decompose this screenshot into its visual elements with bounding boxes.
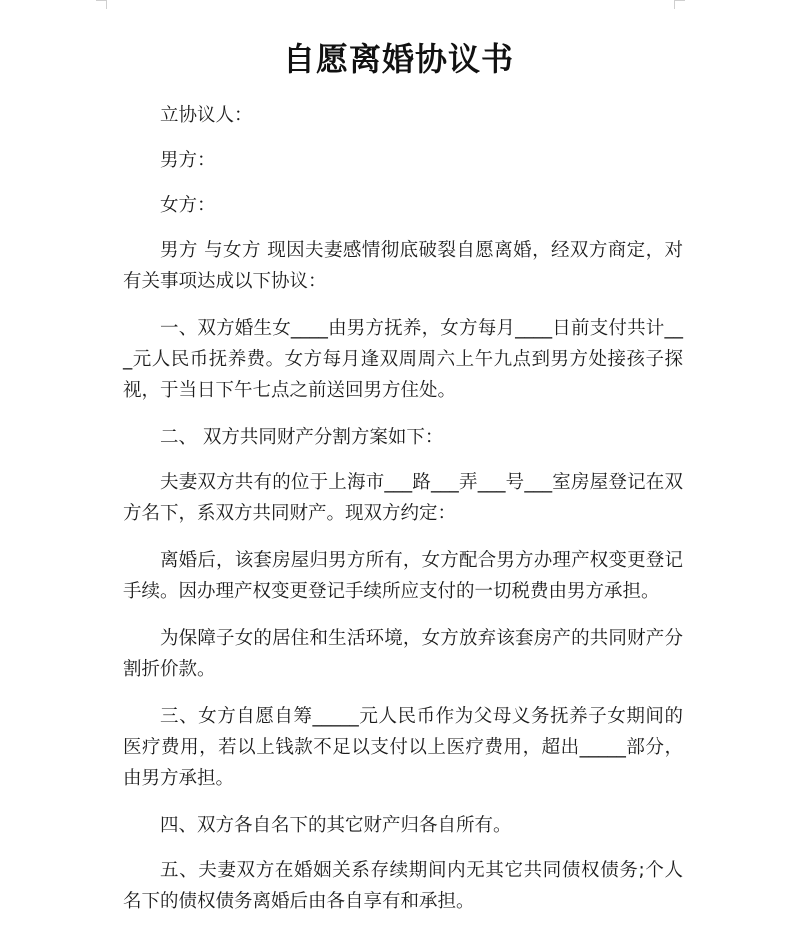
paragraph-wife: 女方： bbox=[160, 195, 216, 216]
document-body bbox=[123, 100, 683, 933]
crop-mark-right bbox=[674, 0, 685, 9]
paragraph-property-ownership: 离婚后，该套房屋归男方所有，女方配合男方办理产权变更登记手续。因办理产权变更登记手续所应支付的一切税费由男方承担。 bbox=[123, 550, 683, 602]
paragraph-clause-3: 三、女方自愿自筹_____元人民币作为父母义务抚养子女期间的医疗费用，若以上钱款不足以支付以上医疗费用，超出_____部分，由男方承担。 bbox=[123, 706, 683, 789]
paragraph-property: 夫妻双方共有的位于上海市___路___弄___号___室房屋登记在双方名下，系双方共同财产。现双方约定： bbox=[123, 472, 683, 524]
paragraph-clause-4: 四、双方各自名下的其它财产归各自所有。 bbox=[160, 815, 512, 836]
paragraph-parties: 立协议人： bbox=[160, 105, 253, 126]
paragraph-property-waiver: 为保障子女的居住和生活环境，女方放弃该套房产的共同财产分割折价款。 bbox=[123, 628, 683, 680]
paragraph-clause-1: 一、双方婚生女____由男方抚养，女方每月____日前支付共计___元人民币抚养费。女方每月逢双周周六上午九点到男方处接孩子探视，于当日下午七点之前送回男方住处。 bbox=[123, 318, 683, 401]
paragraph-clause-5: 五、夫妻双方在婚姻关系存续期间内无其它共同债权债务;个人名下的债权债务离婚后由各自享有和承担。 bbox=[123, 860, 683, 912]
crop-mark-left bbox=[96, 0, 107, 9]
paragraph-clause-2: 二、 双方共同财产分割方案如下： bbox=[160, 427, 444, 448]
paragraph-husband: 男方： bbox=[160, 150, 216, 171]
paragraph-preamble: 男方 与女方 现因夫妻感情彻底破裂自愿离婚，经双方商定，对有关事项达成以下协议： bbox=[123, 240, 683, 292]
document-title: 自愿离婚协议书 bbox=[282, 40, 514, 78]
